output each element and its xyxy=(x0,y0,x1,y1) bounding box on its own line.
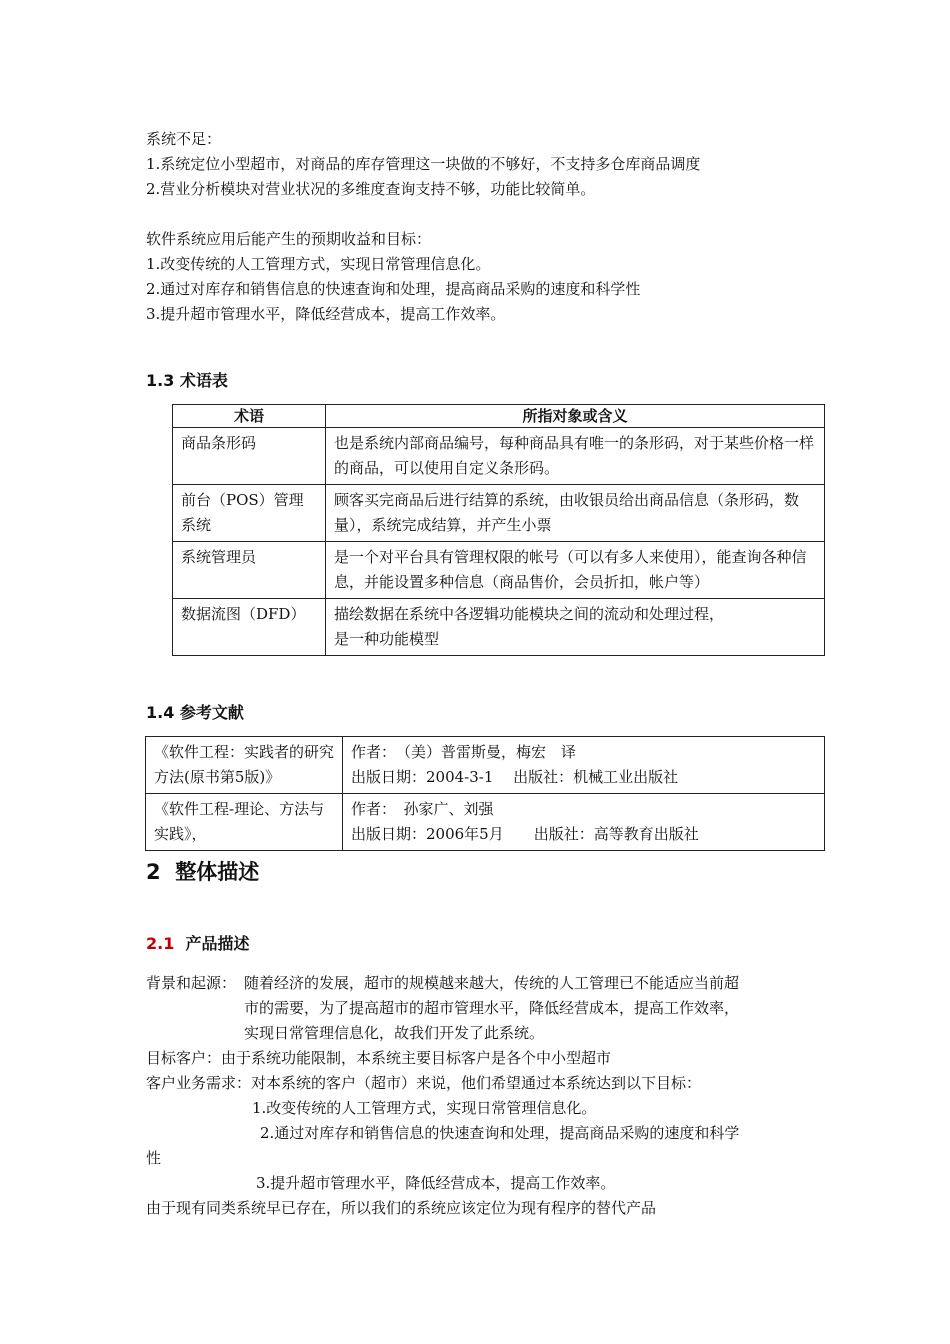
term-cell: 数据流图（DFD） xyxy=(173,599,326,656)
book-publication: 出版日期：2004-3-1 出版社：机械工业出版社 xyxy=(351,768,679,786)
goal-item: 3.提升超市管理水平，降低经营成本，提高工作效率。 xyxy=(256,1174,616,1192)
benefits-title: 软件系统应用后能产生的预期收益和目标： xyxy=(146,230,432,248)
positioning-statement: 由于现有同类系统早已存在，所以我们的系统应该定位为现有程序的替代产品 xyxy=(146,1199,657,1217)
book-info-cell xyxy=(343,794,825,851)
background-line: 实现日常管理信息化，故我们开发了此系统。 xyxy=(244,1024,545,1042)
book-title-cell: 《软件工程-理论、方法与实践》， xyxy=(146,794,343,851)
heading-text: 产品描述 xyxy=(185,934,250,953)
goal-item-continued: 性 xyxy=(146,1149,162,1167)
book-title-cell: 《软件工程：实践者的研究方法(原书第5版)》 xyxy=(146,737,343,794)
section-heading-2 xyxy=(146,856,259,886)
benefit-item: 2.通过对库存和销售信息的快速查询和处理，提高商品采购的速度和科学性 xyxy=(146,280,641,298)
shortcoming-item: 2.营业分析模块对营业状况的多维度查询支持不够，功能比较简单。 xyxy=(146,180,596,198)
section-heading-1-4: 1.4 参考文献 xyxy=(146,703,244,722)
table-row xyxy=(146,737,825,794)
meaning-line: 是一种功能模型 xyxy=(334,630,440,648)
goal-item: 2.通过对库存和销售信息的快速查询和处理，提高商品采购的速度和科学 xyxy=(260,1124,740,1142)
table-row xyxy=(146,794,825,851)
meaning-line: 描绘数据在系统中各逻辑功能模块之间的流动和处理过程， xyxy=(334,605,725,623)
book-author: 作者： （美）普雷斯曼，梅宏 译 xyxy=(351,743,577,761)
meaning-cell: 是一个对平台具有管理权限的帐号（可以有多人来使用），能查询各种信息，并能设置多种信息（商品售价，会员折扣，帐户等） xyxy=(326,542,825,599)
section-heading-1-3: 1.3 术语表 xyxy=(146,371,228,390)
table-row xyxy=(173,542,825,599)
table-row xyxy=(173,599,825,656)
heading-number: 2.1 xyxy=(146,934,175,953)
book-author: 作者： 孙家广、刘强 xyxy=(351,800,494,818)
term-cell: 前台（POS）管理系统 xyxy=(173,485,326,542)
heading-number: 2 xyxy=(146,860,161,884)
table-header-meaning: 所指对象或含义 xyxy=(326,405,825,428)
table-header-row xyxy=(173,405,825,428)
table-row xyxy=(173,428,825,485)
table-row xyxy=(173,485,825,542)
benefit-item: 3.提升超市管理水平，降低经营成本，提高工作效率。 xyxy=(146,305,506,323)
background-line: 随着经济的发展，超市的规模越来越大，传统的人工管理已不能适应当前超 xyxy=(244,974,740,992)
heading-text: 整体描述 xyxy=(175,860,260,884)
term-cell: 商品条形码 xyxy=(173,428,326,485)
shortcoming-item: 1.系统定位小型超市，对商品的库存管理这一块做的不够好，不支持多仓库商品调度 xyxy=(146,155,701,173)
goal-item: 1.改变传统的人工管理方式，实现日常管理信息化。 xyxy=(252,1099,597,1117)
business-needs: 客户业务需求：对本系统的客户（超市）来说，他们希望通过本系统达到以下目标： xyxy=(146,1074,702,1092)
book-info-cell xyxy=(343,737,825,794)
references-table xyxy=(145,736,825,851)
meaning-cell: 顾客买完商品后进行结算的系统，由收银员给出商品信息（条形码，数量），系统完成结算，并产生小票 xyxy=(326,485,825,542)
term-cell: 系统管理员 xyxy=(173,542,326,599)
shortcomings-title: 系统不足： xyxy=(146,130,222,148)
background-label: 背景和起源： xyxy=(146,974,237,992)
background-line: 市的需要，为了提高超市的超市管理水平，降低经营成本，提高工作效率， xyxy=(244,999,740,1017)
table-header-term: 术语 xyxy=(173,405,326,428)
book-publication: 出版日期：2006年5月 出版社：高等教育出版社 xyxy=(351,825,699,843)
meaning-cell xyxy=(326,599,825,656)
benefit-item: 1.改变传统的人工管理方式，实现日常管理信息化。 xyxy=(146,255,491,273)
meaning-cell: 也是系统内部商品编号，每种商品具有唯一的条形码，对于某些价格一样的商品，可以使用自定义条形码。 xyxy=(326,428,825,485)
glossary-table xyxy=(172,404,825,656)
section-heading-2-1 xyxy=(146,931,250,954)
target-customer: 目标客户：由于系统功能限制，本系统主要目标客户是各个中小型超市 xyxy=(146,1049,612,1067)
